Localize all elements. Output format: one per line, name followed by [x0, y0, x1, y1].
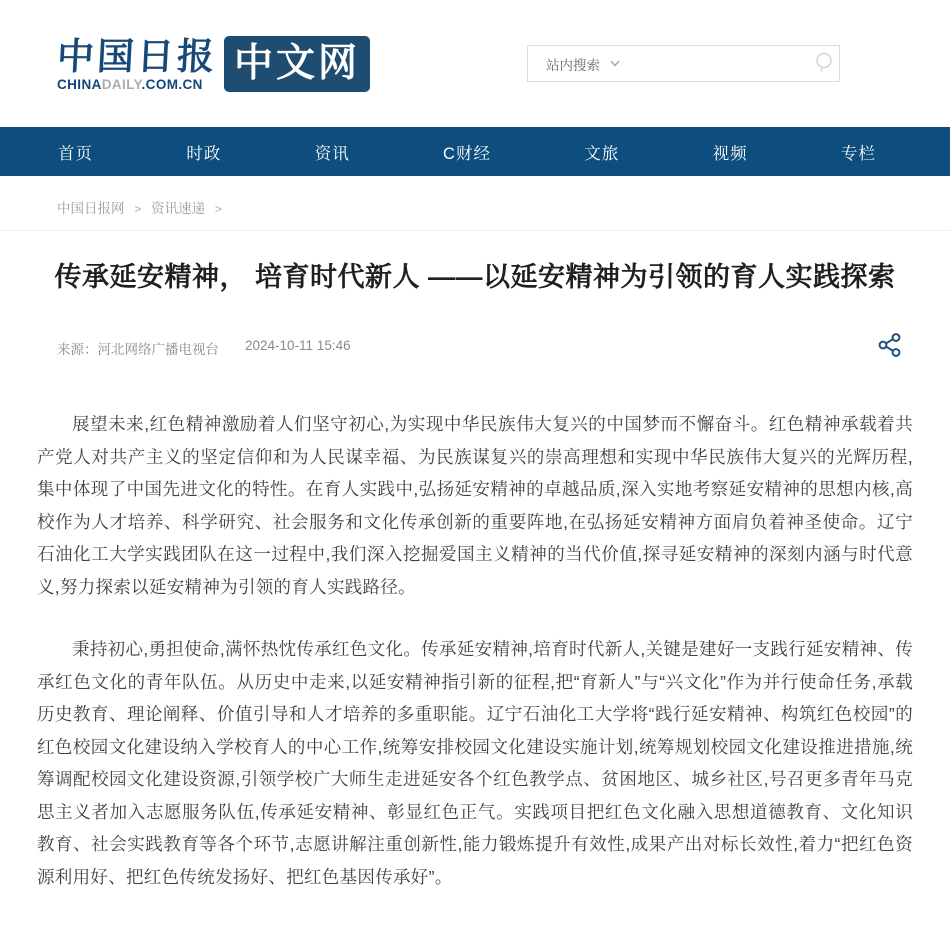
logo-en-china: CHINA — [57, 77, 102, 92]
article-meta — [57, 338, 351, 358]
nav-item-columns[interactable]: 专栏 — [840, 144, 876, 163]
breadcrumb — [0, 176, 950, 231]
logo-en-daily: DAILY — [101, 77, 142, 92]
search-icon — [812, 50, 836, 77]
article-paragraph: 秉持初心,勇担使命,满怀热忱传承红色文化。传承延安精神,培育时代新人,关键是建好一支践行延安精神、传承红色文化的青年队伍。从历史中走来,以延安精神指引新的征程,把“育新人”与“兴文化”作为并行使命任务,承载历史教育、理论阐释、价值引导和人才培养的多重职能。辽宁石油化工大学将“践行延安精神、构筑红色校园”的红色校园文化建设纳入学校育人的中心工作,统筹安排校园文化建设实施计划,统筹规划校园文化建设推进措施,统筹调配校园文化建设资源,引领学校广大师生走进延安各个红色教学点、贫困地区、城乡社区,号召更多青年马克思主义者加入志愿服务队伍,传承延安精神、彰显红色正气。实践项目把红色文化融入思想道德教育、文化知识教育、社会实践教育等各个环节,志愿讲解注重创新性,能力锻炼提升有效性,成果产出对标长效性,着力“把红色资源利用好、把红色传统发扬好、把红色基因传承好”。 — [37, 639, 913, 887]
nav-item-politics[interactable]: 时政 — [186, 144, 222, 163]
breadcrumb-item-site[interactable]: 中国日报网 — [57, 201, 125, 216]
nav-item-video[interactable]: 视频 — [712, 144, 748, 163]
search-input[interactable] — [620, 46, 812, 81]
breadcrumb-item-section[interactable]: 资讯速递 — [151, 201, 206, 216]
logo-wordmark — [55, 34, 219, 92]
nav-item-finance[interactable]: C财经 — [443, 144, 491, 163]
logo-english-line — [57, 78, 203, 92]
cn-site-badge: 中文网 — [224, 36, 370, 92]
share-icon — [877, 331, 903, 364]
nav-item-news[interactable]: 资讯 — [314, 144, 350, 163]
site-header — [0, 0, 950, 127]
search-scope-dropdown[interactable] — [528, 54, 620, 74]
chevron-down-icon — [610, 60, 620, 67]
share-button[interactable] — [877, 331, 903, 364]
breadcrumb-separator: > — [134, 202, 142, 216]
article-source: 来源：河北网络广播电视台 — [57, 341, 219, 357]
article-datetime: 2024-10-11 15:46 — [245, 337, 351, 353]
nav-item-home[interactable]: 首页 — [58, 144, 93, 163]
logo-en-domain: .COM.CN — [141, 77, 203, 92]
main-navbar — [0, 127, 950, 176]
logo-chinese-calligraphy: 中国日报 — [55, 34, 219, 78]
article-meta-row — [37, 331, 913, 364]
nav-item-culture-travel[interactable]: 文旅 — [584, 144, 620, 163]
article-paragraph: 展望未来,红色精神激励着人们坚守初心,为实现中华民族伟大复兴的中国梦而不懈奋斗。红色精神承载着共产党人对共产主义的坚定信仰和为人民谋幸福、为民族谋复兴的崇高理想和实现中华民族伟大复兴的光辉历程,集中体现了中国先进文化的特性。在育人实践中,弘扬延安精神的卓越品质,深入实地考察延安精神的思想内核,高校作为人才培养、科学研究、社会服务和文化传承创新的重要阵地,在弘扬延安精神方面肩负着神圣使命。辽宁石油化工大学实践团队在这一过程中,我们深入挖掘爱国主义精神的当代价值,探寻延安精神的深刻内涵与时代意义,努力探索以延安精神为引领的育人实践路径。 — [37, 414, 913, 597]
breadcrumb-separator: > — [214, 202, 222, 216]
chinadaily-logo[interactable] — [57, 36, 370, 92]
article — [0, 258, 950, 893]
article-title: 传承延安精神， 培育时代新人 ——以延安精神为引领的育人实践探索 — [54, 262, 896, 292]
search-button[interactable] — [812, 50, 848, 77]
search-scope-label: 站内搜索 — [546, 57, 600, 73]
article-body — [37, 408, 913, 893]
search-box — [527, 45, 840, 82]
